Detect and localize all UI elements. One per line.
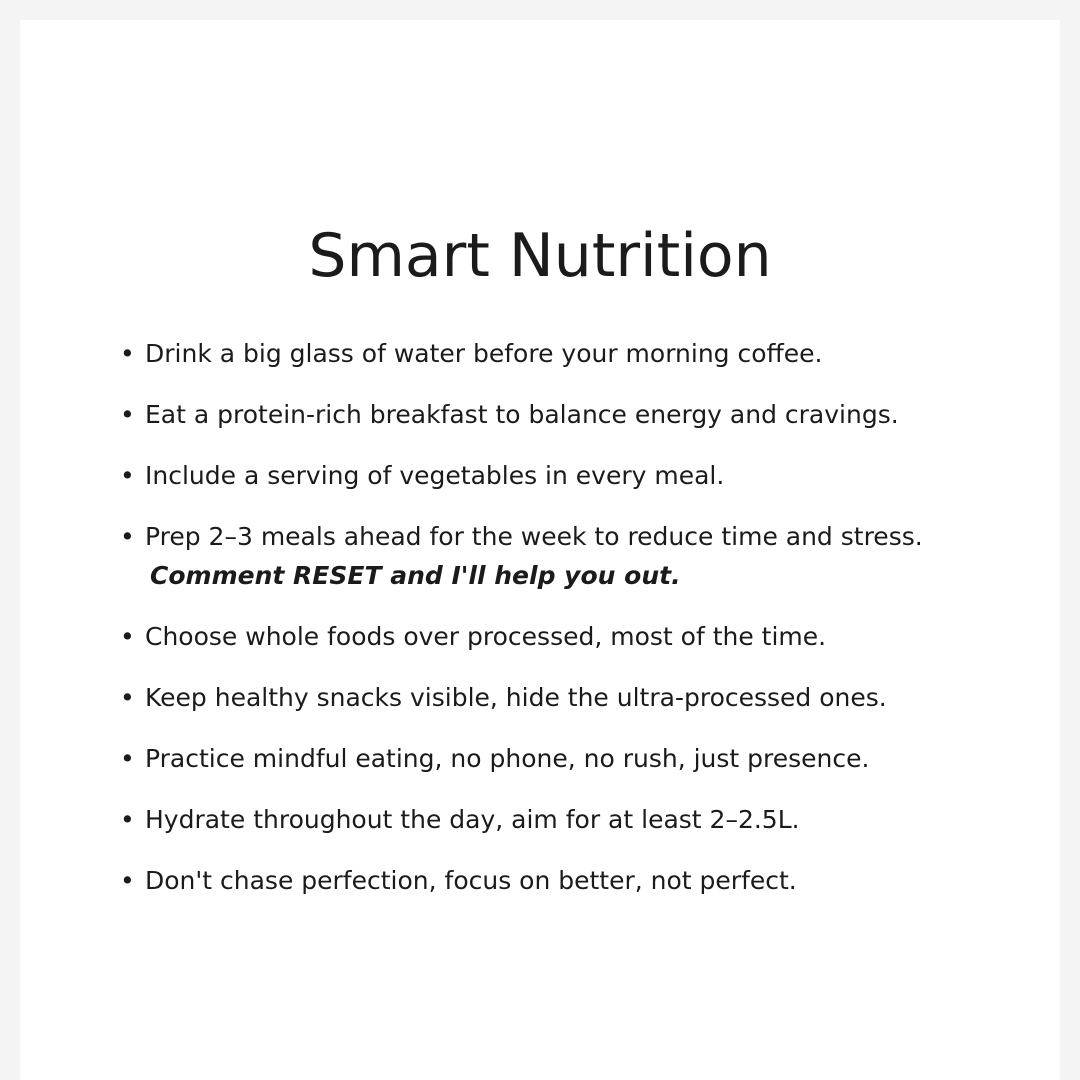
bullet-icon: •: [120, 400, 135, 429]
tip-text: Choose whole foods over processed, most of the time.: [145, 622, 827, 651]
bullet-icon: •: [120, 805, 135, 834]
bullet-icon: •: [120, 866, 135, 895]
bullet-icon: •: [120, 744, 135, 773]
bullet-icon: •: [120, 461, 135, 490]
tip-text: Prep 2–3 meals ahead for the week to reduce time and stress.: [145, 522, 923, 551]
bullet-icon: •: [120, 339, 135, 368]
bullet-icon: •: [120, 683, 135, 712]
tip-item: [120, 621, 1040, 653]
tip-text: Hydrate throughout the day, aim for at least 2–2.5L.: [145, 805, 800, 834]
tip-item: [120, 460, 1040, 492]
tip-text: Include a serving of vegetables in every meal.: [145, 461, 725, 490]
tip-item: [120, 743, 1040, 775]
tips-list: [120, 338, 1040, 926]
tip-text: Keep healthy snacks visible, hide the ultra-processed ones.: [145, 683, 887, 712]
page-title: Smart Nutrition: [308, 221, 772, 291]
bullet-icon: •: [120, 522, 135, 551]
tip-item: [120, 399, 1040, 431]
tip-text: Don't chase perfection, focus on better, not perfect.: [145, 866, 797, 895]
tip-item: [120, 682, 1040, 714]
tip-item: [120, 865, 1040, 897]
call-to-action: Comment RESET and I'll help you out.: [150, 561, 681, 590]
tip-text: Practice mindful eating, no phone, no rush, just presence.: [145, 744, 870, 773]
tip-text: Eat a protein-rich breakfast to balance energy and cravings.: [145, 400, 899, 429]
tip-item: [120, 521, 1040, 592]
content-card: [20, 20, 1060, 1080]
tip-text: Drink a big glass of water before your morning coffee.: [145, 339, 823, 368]
bullet-icon: •: [120, 622, 135, 651]
tip-item: [120, 338, 1040, 370]
tip-item: [120, 804, 1040, 836]
